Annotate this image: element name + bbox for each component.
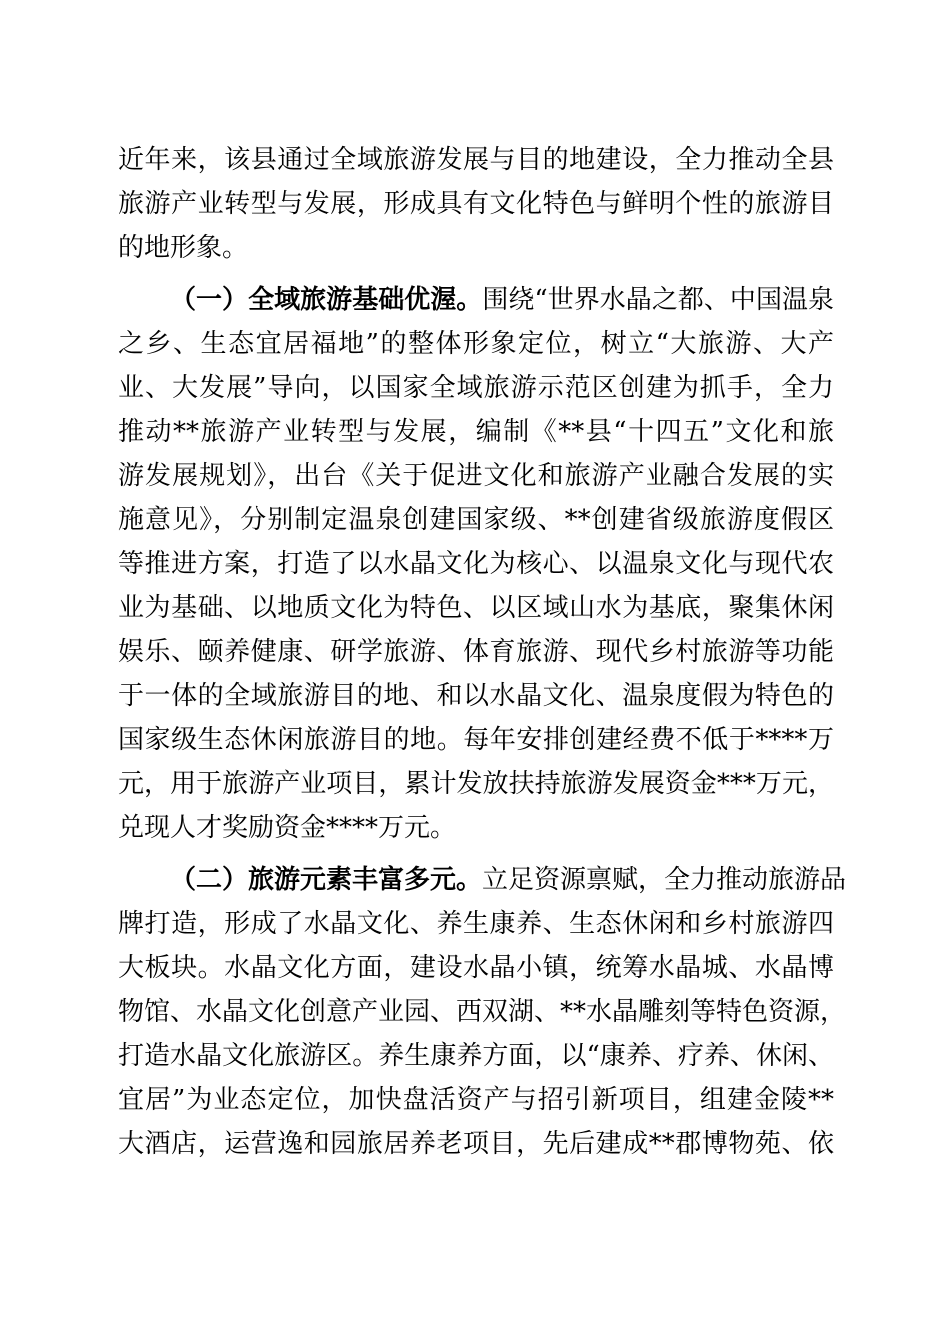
text-line: 打造水晶文化旅游区。养生康养方面，以“康养、疗养、休闲、 — [118, 1041, 834, 1071]
text-line: 元，用于旅游产业项目，累计发放扶持旅游发展资金***万元， — [118, 769, 834, 799]
text-line: 兑现人才奖励资金****万元。 — [118, 813, 457, 843]
section-heading: （二）旅游元素丰富多元。 — [170, 865, 483, 895]
document-page — [118, 138, 847, 1166]
paragraph-section-2 — [118, 858, 847, 1166]
text-line: 大板块。水晶文化方面，建设水晶小镇，统筹水晶城、水晶博 — [118, 953, 834, 983]
text-line: 近年来，该县通过全域旅游发展与目的地建设，全力推动全县 — [118, 145, 834, 175]
text-line: 业、大发展”导向，以国家全域旅游示范区创建为抓手，全力 — [118, 373, 834, 403]
text-run: 围绕“世界水晶之都、中国温泉 — [482, 285, 834, 315]
text-line: 物馆、水晶文化创意产业园、西双湖、**水晶雕刻等特色资源， — [118, 997, 847, 1027]
paragraph-intro — [118, 138, 834, 270]
text-line: 旅游产业转型与发展，形成具有文化特色与鲜明个性的旅游目 — [118, 189, 834, 219]
text-line — [118, 858, 847, 902]
text-line: 的地形象。 — [118, 233, 249, 263]
text-line: 业为基础、以地质文化为特色、以区域山水为基底，聚集休闲 — [118, 593, 834, 623]
paragraph-section-1 — [118, 278, 834, 850]
text-line: 于一体的全域旅游目的地、和以水晶文化、温泉度假为特色的 — [118, 681, 834, 711]
text-line: 国家级生态休闲旅游目的地。每年安排创建经费不低于****万 — [118, 725, 834, 755]
text-line: 施意见》，分别制定温泉创建国家级、**创建省级旅游度假区 — [118, 505, 834, 535]
text-line: 推动**旅游产业转型与发展，编制《**县“十四五”文化和旅 — [118, 417, 834, 447]
text-line: 游发展规划》，出台《关于促进文化和旅游产业融合发展的实 — [118, 461, 834, 491]
text-run: 立足资源禀赋，全力推动旅游品 — [482, 865, 847, 895]
text-line: 之乡、生态宜居福地”的整体形象定位，树立“大旅游、大产 — [118, 329, 834, 359]
text-line: 宜居”为业态定位，加快盘活资产与招引新项目，组建金陵** — [118, 1085, 834, 1115]
text-line: 牌打造，形成了水晶文化、养生康养、生态休闲和乡村旅游四 — [118, 909, 834, 939]
text-line: 等推进方案，打造了以水晶文化为核心、以温泉文化与现代农 — [118, 549, 834, 579]
section-heading: （一）全域旅游基础优渥。 — [170, 285, 483, 315]
text-line: 大酒店，运营逸和园旅居养老项目，先后建成**郡博物苑、依 — [118, 1129, 834, 1159]
text-line — [118, 278, 834, 322]
text-line: 娱乐、颐养健康、研学旅游、体育旅游、现代乡村旅游等功能 — [118, 637, 834, 667]
